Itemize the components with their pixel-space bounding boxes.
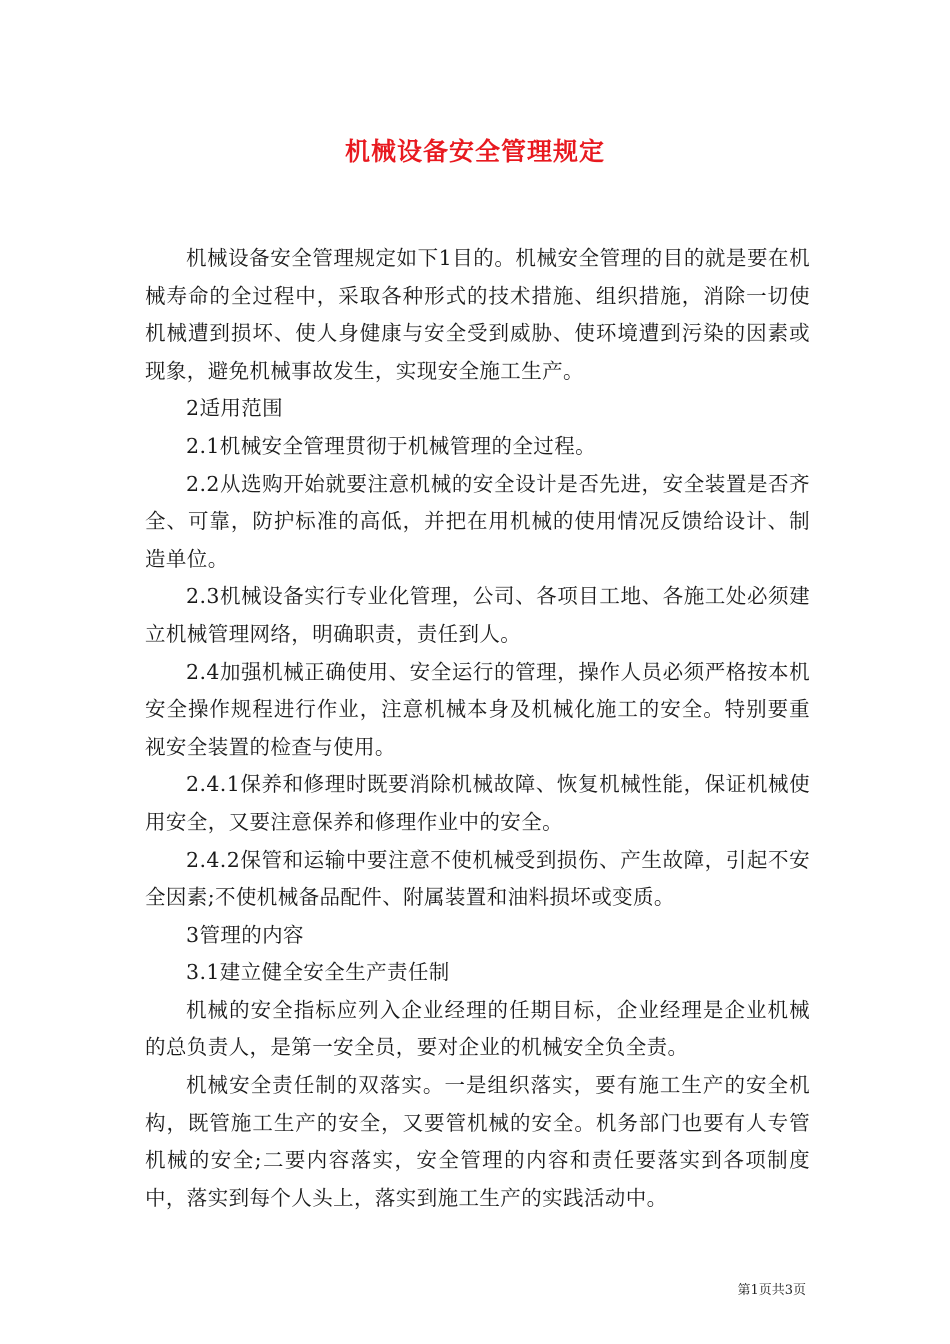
subsection-heading-3-1: 3.1建立健全安全生产责任制 [186,960,450,985]
paragraph-2-4: 2.4加强机械正确使用、安全运行的管理，操作人员必须严格按本机安全操作规程进行作业，注意机械本身及机械化施工的安全。特别要重视安全装置的检查与使用。 [145,659,810,759]
paragraph-2-4-2: 2.4.2保管和运输中要注意不使机械受到损伤、产生故障，引起不安全因素;不使机械备品配件、附属装置和油料损坏或变质。 [145,847,810,910]
page-number-footer: 第1页共3页 [737,1283,806,1298]
paragraph-purpose: 机械设备安全管理规定如下1目的。机械安全管理的目的就是要在机械寿命的全过程中，采取各种形式的技术措施、组织措施，消除一切使机械遭到损坏、使人身健康与安全受到威胁、使环境遭到污染的因素或现象，避免机械事故发生，实现安全施工生产。 [145,246,810,383]
paragraph-safety-target: 机械的安全指标应列入企业经理的任期目标，企业经理是企业机械的总负责人，是第一安全员，要对企业的机械安全负全责。 [145,997,810,1060]
document-title: 机械设备安全管理规定 [344,137,605,166]
paragraph-2-1: 2.1机械安全管理贯彻于机械管理的全过程。 [186,433,597,458]
paragraph-2-4-1: 2.4.1保养和修理时既要消除机械故障、恢复机械性能，保证机械使用安全，又要注意保养和修理作业中的安全。 [145,772,810,834]
paragraph-dual-implementation: 机械安全责任制的双落实。一是组织落实，要有施工生产的安全机构，既管施工生产的安全，又要管机械的安全。机务部门也要有人专管机械的安全;二要内容落实，安全管理的内容和责任要落实到各项制度中，落实到每个人头上，落实到施工生产的实践活动中。 [145,1073,810,1210]
section-heading-scope: 2适用范围 [186,396,284,421]
paragraph-2-3: 2.3机械设备实行专业化管理，公司、各项目工地、各施工处必须建立机械管理网络，明确职责，责任到人。 [145,584,810,646]
document-body [145,240,810,1217]
section-heading-content: 3管理的内容 [186,922,304,947]
paragraph-2-2: 2.2从选购开始就要注意机械的安全设计是否先进，安全装置是否齐全、可靠，防护标准的高低，并把在用机械的使用情况反馈给设计、制造单位。 [145,471,810,571]
